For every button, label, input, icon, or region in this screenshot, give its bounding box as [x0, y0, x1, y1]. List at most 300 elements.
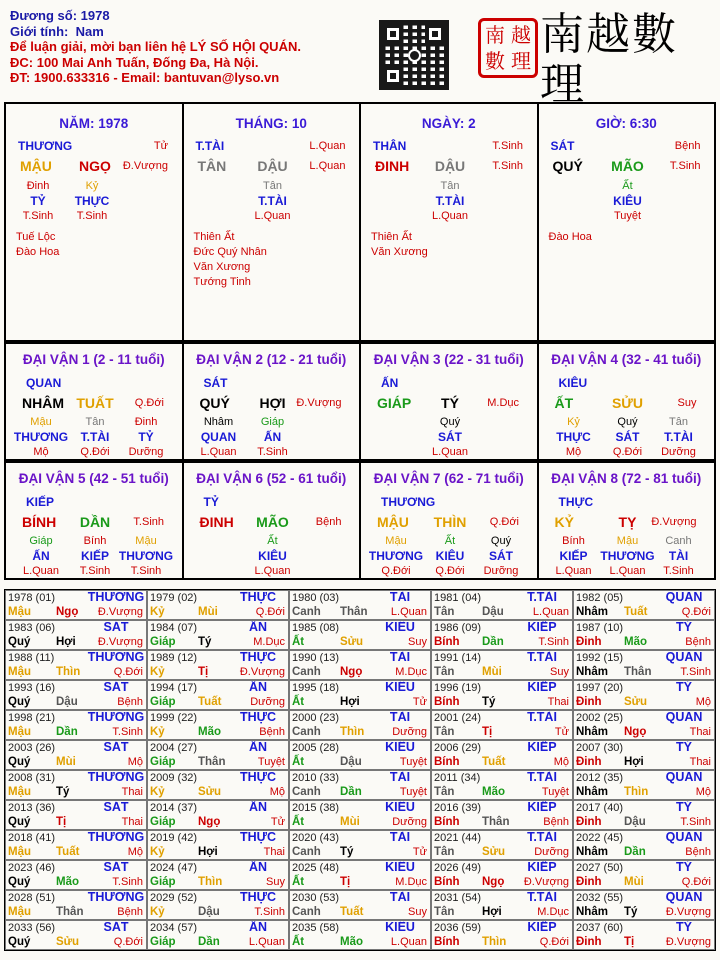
year-cell[interactable] [5, 860, 147, 890]
year-cell[interactable] [573, 590, 715, 620]
dai-van-can: KỶ [554, 514, 574, 530]
year-god: KIÊU [385, 740, 415, 754]
year-stage: Bệnh [685, 846, 711, 858]
year-chi: Dần [56, 726, 78, 738]
hidden-can: Đinh [134, 416, 158, 428]
year-cell[interactable] [147, 680, 289, 710]
year-stage: L.Quan [390, 606, 427, 618]
year-chi: Ngọ [624, 726, 647, 738]
year-cell[interactable] [147, 800, 289, 830]
year-chi: Thìn [198, 876, 223, 888]
hidden-god: KIẾP [80, 549, 110, 563]
year-can: Canh [292, 666, 321, 678]
year-label: 1985 (08) [292, 622, 340, 634]
year-stage: Đ.Vượng [239, 666, 285, 678]
dai-van-title: ĐẠI VẬN 4 (32 - 41 tuổi) [551, 352, 702, 367]
year-god: KIÊU [385, 920, 415, 934]
year-label: 2001 (24) [434, 712, 482, 724]
hidden-can: Ất [267, 535, 278, 547]
pillar-relation: T.Sinh [492, 160, 523, 172]
star-item: Văn Xương [371, 246, 428, 258]
hidden-god: KIẾP [559, 549, 588, 563]
year-chi: Dậu [482, 606, 504, 618]
year-god: QUAN [665, 770, 703, 784]
year-cell[interactable] [289, 680, 431, 710]
dai-van-god: KIÊU [558, 376, 588, 390]
hidden-god: SÁT [438, 430, 462, 444]
year-label: 2015 (38) [292, 802, 340, 814]
hidden-stage: L.Quan [200, 446, 237, 458]
pillar-can: QUÝ [552, 158, 583, 174]
year-cell[interactable] [289, 740, 431, 770]
hidden-stage: L.Quan [22, 565, 60, 577]
year-cell[interactable] [147, 590, 289, 620]
year-stage: T.Sinh [254, 906, 285, 918]
dai-van-chi: TUẤT [76, 395, 114, 411]
hidden-stage: T.Sinh [663, 565, 694, 577]
year-chi: Tị [624, 936, 635, 948]
year-chi: Thân [482, 816, 510, 828]
hidden-stage: Mộ [565, 446, 582, 458]
dai-van-chi: DẦN [79, 514, 111, 530]
year-label: 1982 (05) [576, 592, 624, 604]
year-god: SÁT [103, 620, 129, 634]
year-stage: Đ.Vượng [665, 906, 711, 918]
year-can: Giáp [150, 816, 176, 828]
year-can: Quý [8, 816, 31, 828]
hidden-god: ẤN [32, 549, 50, 563]
pillar-relation: L.Quan [309, 160, 346, 172]
dai-van-cell[interactable] [539, 463, 715, 578]
year-label: 2029 (52) [150, 892, 198, 904]
year-stage: Q.Đới [113, 936, 143, 948]
hidden-can: Canh [665, 535, 692, 547]
dai-van-row-2 [4, 461, 716, 580]
year-chi: Hợi [624, 756, 644, 768]
year-cell[interactable] [431, 680, 573, 710]
year-stage: Dưỡng [392, 726, 427, 738]
year-can: Giáp [150, 876, 176, 888]
year-god: ẤN [248, 680, 268, 694]
year-can: Đinh [576, 636, 602, 648]
hidden-god: THỰC [74, 194, 110, 208]
year-stage: L.Quan [532, 606, 569, 618]
pillar-stage: T.Sinh [492, 140, 523, 152]
year-god: TỶ [676, 620, 692, 634]
year-stage: Mộ [127, 846, 143, 858]
hidden-god: SÁT [615, 430, 640, 444]
year-can: Nhâm [576, 786, 608, 798]
year-cell[interactable] [289, 830, 431, 860]
year-god: KIẾP [527, 740, 557, 754]
hidden-stage: L.Quan [609, 565, 646, 577]
year-can: Mậu [8, 846, 31, 858]
year-god: T.TÀI [527, 590, 557, 604]
year-cell[interactable] [573, 620, 715, 650]
dai-van-chi: TỴ [618, 514, 637, 530]
year-god: T.TÀI [527, 650, 557, 664]
dai-van-cell[interactable] [184, 344, 362, 459]
year-can: Quý [8, 936, 31, 948]
year-cell[interactable] [147, 920, 289, 950]
hidden-god: THƯƠNG [368, 549, 424, 563]
pillar-column[interactable] [361, 104, 539, 340]
year-stage: Bệnh [117, 906, 143, 918]
year-cell[interactable] [5, 680, 147, 710]
hidden-stage: T.Sinh [257, 446, 288, 458]
dai-van-can: BÍNH [22, 514, 57, 530]
hidden-stage: T.Sinh [22, 210, 54, 222]
hidden-god: KIÊU [258, 549, 287, 563]
year-cell[interactable] [431, 770, 573, 800]
year-god: QUAN [665, 830, 703, 844]
year-stage: Tuyệt [399, 756, 427, 768]
qr-code[interactable] [379, 20, 449, 90]
year-stage: Q.Đới [113, 666, 143, 678]
qr-finder [425, 24, 445, 44]
year-can: Canh [292, 846, 321, 858]
year-god: ẤN [248, 620, 268, 634]
year-can: Giáp [150, 696, 176, 708]
year-label: 2020 (43) [292, 832, 340, 844]
year-cell[interactable] [5, 770, 147, 800]
hidden-god: TỶ [138, 430, 154, 444]
year-chi: Thân [198, 756, 226, 768]
year-label: 2033 (56) [8, 922, 56, 934]
year-chi: Ngọ [56, 606, 79, 618]
year-cell[interactable] [289, 620, 431, 650]
pillar-can: TÂN [197, 158, 227, 174]
year-cell[interactable] [5, 890, 147, 920]
star-item: Văn Xương [193, 261, 251, 273]
dai-van-god: SÁT [203, 376, 228, 390]
year-god: QUAN [665, 590, 703, 604]
year-label: 2036 (59) [434, 922, 482, 934]
year-god: THỰC [239, 590, 277, 604]
year-chi: Dần [198, 936, 220, 948]
year-cell[interactable] [5, 620, 147, 650]
year-cell[interactable] [5, 650, 147, 680]
year-stage: Mộ [695, 786, 711, 798]
year-can: Bính [434, 816, 460, 828]
dai-van-stage: M.Dục [487, 397, 519, 409]
year-cell[interactable] [431, 920, 573, 950]
year-god: THỰC [239, 710, 277, 724]
year-cell[interactable] [5, 590, 147, 620]
year-label: 1991 (14) [434, 652, 482, 664]
year-chi: Tị [482, 726, 493, 738]
year-label: 2027 (50) [576, 862, 624, 874]
dai-van-can: MẬU [377, 514, 409, 530]
year-god: SÁT [103, 800, 129, 814]
year-label: 1988 (11) [8, 652, 55, 664]
year-god: KIẾP [527, 620, 557, 634]
year-can: Kỷ [150, 666, 165, 678]
year-cell[interactable] [147, 710, 289, 740]
dai-van-title: ĐẠI VẬN 5 (42 - 51 tuổi) [18, 471, 169, 486]
year-cell[interactable] [573, 710, 715, 740]
year-cell[interactable] [147, 770, 289, 800]
dai-van-title: ĐẠI VẬN 7 (62 - 71 tuổi) [373, 471, 524, 486]
year-cell[interactable] [431, 650, 573, 680]
dai-van-row-1 [4, 342, 716, 461]
dai-van-cell[interactable] [184, 463, 362, 578]
year-cell[interactable] [573, 800, 715, 830]
year-cell[interactable] [289, 800, 431, 830]
year-cell[interactable] [431, 590, 573, 620]
year-cell[interactable] [289, 860, 431, 890]
year-chi: Hợi [198, 846, 218, 858]
year-chi: Ngọ [198, 816, 221, 828]
hidden-stage: L.Quan [431, 446, 469, 458]
star-item: Tuế Lộc [16, 231, 56, 243]
year-god: ẤN [248, 800, 268, 814]
year-stage: Bệnh [685, 636, 711, 648]
year-label: 1997 (20) [576, 682, 624, 694]
year-cell[interactable] [573, 770, 715, 800]
hidden-stage: Q.Đới [612, 446, 643, 458]
year-god: KIÊU [385, 620, 415, 634]
star-item: Đào Hoa [16, 246, 60, 258]
dai-van-cell[interactable] [6, 463, 184, 578]
hidden-can: Mậu [385, 535, 407, 547]
hidden-can: Quý [617, 416, 638, 428]
year-god: TÀI [389, 710, 411, 724]
pillar-stars [16, 230, 59, 260]
year-label: 1981 (04) [434, 592, 482, 604]
dai-van-cell[interactable] [6, 344, 184, 459]
year-cell[interactable] [289, 890, 431, 920]
year-cell[interactable] [147, 740, 289, 770]
year-label: 2031 (54) [434, 892, 482, 904]
year-god: TỶ [676, 920, 692, 934]
hidden-can: Nhâm [203, 416, 234, 428]
year-cell[interactable] [5, 710, 147, 740]
year-label: 2010 (33) [292, 772, 340, 784]
year-cell[interactable] [573, 860, 715, 890]
year-god: KIÊU [385, 680, 415, 694]
year-label: 2034 (57) [150, 922, 198, 934]
year-stage: Tuyệt [399, 786, 427, 798]
year-cell[interactable] [431, 860, 573, 890]
hidden-god: THƯƠNG [600, 549, 655, 563]
pillar-title: GIỜ: 6:30 [595, 116, 657, 131]
year-cell[interactable] [431, 710, 573, 740]
year-cell[interactable] [5, 740, 147, 770]
dai-van-title: ĐẠI VẬN 2 (12 - 21 tuổi) [196, 352, 347, 367]
year-god: KIẾP [527, 920, 557, 934]
year-label: 1986 (09) [434, 622, 482, 634]
year-god: KIẾP [527, 800, 557, 814]
hidden-god: KIÊU [435, 549, 465, 563]
year-label: 1994 (17) [150, 682, 198, 694]
year-cell[interactable] [431, 740, 573, 770]
gender-label: Giới tính: [10, 23, 69, 39]
year-stage: Bệnh [117, 696, 143, 708]
year-chi: Mão [198, 726, 221, 738]
year-cell[interactable] [573, 830, 715, 860]
hidden-stage: Q.Đới [381, 565, 411, 577]
year-label: 2022 (45) [576, 832, 624, 844]
qr-finder [383, 66, 403, 86]
year-cell[interactable] [573, 680, 715, 710]
pillar-column[interactable] [539, 104, 715, 340]
year-chi: Hợi [340, 696, 360, 708]
year-chi: Dậu [340, 756, 362, 768]
year-label: 2009 (32) [150, 772, 198, 784]
year-cell[interactable] [289, 770, 431, 800]
dai-van-cell[interactable] [539, 344, 715, 459]
dai-van-god: TỶ [203, 495, 219, 509]
year-cell[interactable] [573, 920, 715, 950]
dai-van-cell[interactable] [361, 463, 539, 578]
year-chi: Tuất [340, 906, 364, 918]
hidden-god: THƯƠNG [13, 430, 69, 444]
year-chi: Tị [340, 876, 351, 888]
year-can: Kỷ [150, 846, 165, 858]
year-god: QUAN [665, 650, 703, 664]
year-stage: Thai [263, 846, 285, 858]
year-label: 2018 (41) [8, 832, 56, 844]
hidden-stage: L.Quan [431, 210, 469, 222]
phone-email-line[interactable]: ĐT: 1900.633316 - Email: bantuvan@lyso.vn [10, 70, 280, 85]
brand-logo: 南越數理 [540, 9, 678, 110]
year-can: Canh [292, 726, 321, 738]
year-cell[interactable] [147, 830, 289, 860]
year-god: TÀI [389, 590, 411, 604]
year-label: 1987 (10) [576, 622, 624, 634]
dai-van-chi: TÝ [441, 395, 459, 411]
year-stage: Đ.Vượng [97, 636, 143, 648]
year-label: 1999 (22) [150, 712, 198, 724]
four-pillars [4, 102, 716, 342]
pillar-can: MẬU [20, 158, 52, 174]
year-stage: Tuyệt [257, 756, 285, 768]
year-label: 2002 (25) [576, 712, 624, 724]
pillar-god: THƯƠNG [18, 139, 73, 153]
hidden-can: Mậu [616, 535, 639, 547]
year-can: Tân [434, 666, 455, 678]
year-chi: Tị [56, 816, 67, 828]
year-cell[interactable] [431, 800, 573, 830]
year-chi: Mão [340, 936, 363, 948]
year-cell[interactable] [5, 800, 147, 830]
year-cell[interactable] [5, 920, 147, 950]
year-god: TỶ [676, 800, 692, 814]
hidden-stage: Q.Đới [435, 565, 465, 577]
year-stage: Thai [689, 756, 711, 768]
dai-van-cell[interactable] [361, 344, 539, 459]
year-can: Tân [434, 846, 455, 858]
year-cell[interactable] [147, 620, 289, 650]
year-cell[interactable] [147, 650, 289, 680]
year-label: 2019 (42) [150, 832, 198, 844]
year-cell[interactable] [289, 590, 431, 620]
pillar-stage: Bệnh [674, 140, 701, 152]
year-label: 1983 (06) [8, 622, 56, 634]
year-chi: Tý [340, 846, 354, 858]
pillar-column[interactable] [6, 104, 184, 340]
year-god: THƯƠNG [87, 650, 145, 664]
hidden-stage: T.Sinh [79, 565, 111, 577]
year-cell[interactable] [431, 890, 573, 920]
year-god: THƯƠNG [87, 890, 145, 904]
year-chi: Thìn [624, 786, 649, 798]
year-god: T.TÀI [527, 830, 557, 844]
pillar-column[interactable] [184, 104, 362, 340]
year-can: Canh [292, 606, 321, 618]
year-cell[interactable] [431, 620, 573, 650]
year-label: 2030 (53) [292, 892, 340, 904]
hidden-god: QUAN [200, 430, 237, 444]
year-stage: L.Quan [390, 936, 427, 948]
year-can: Ất [292, 756, 305, 768]
year-cell[interactable] [289, 650, 431, 680]
year-stage: Mộ [695, 696, 711, 708]
address-line: ĐC: 100 Mai Anh Tuấn, Đống Đa, Hà Nội. [10, 54, 259, 70]
year-chi: Tuất [198, 696, 222, 708]
hidden-god: T.TÀI [435, 194, 465, 208]
contact-line: Để luận giải, mời bạn liên hệ LÝ SỐ HỘI QUÁN. [10, 39, 301, 54]
year-cell[interactable] [431, 830, 573, 860]
dai-van-can: QUÝ [199, 395, 230, 411]
year-god: THƯƠNG [87, 590, 145, 604]
pillar-chi: DẬU [434, 158, 466, 174]
hidden-can: Tân [85, 416, 105, 428]
hidden-stage: L.Quan [254, 210, 291, 222]
year-can: Ất [292, 636, 305, 648]
dai-van-god: ẤN [381, 376, 399, 390]
year-god: KIẾP [527, 860, 557, 874]
year-stage: M.Dục [537, 906, 569, 918]
year-stage: Bệnh [259, 726, 285, 738]
year-label: 2006 (29) [434, 742, 482, 754]
year-chi: Tý [198, 636, 212, 648]
year-stage: Q.Đới [681, 876, 711, 888]
year-stage: Q.Đới [681, 606, 711, 618]
year-label: 1998 (21) [8, 712, 56, 724]
pillar-chi: DẬU [257, 158, 288, 174]
year-cell[interactable] [147, 890, 289, 920]
year-chi: Tý [624, 906, 638, 918]
year-cell[interactable] [573, 650, 715, 680]
year-chi: Thân [624, 666, 652, 678]
star-item: Đào Hoa [548, 231, 592, 243]
pillar-relation: Đ.Vượng [122, 160, 168, 172]
year-cell[interactable] [5, 830, 147, 860]
year-cell[interactable] [289, 920, 431, 950]
year-cell[interactable] [573, 740, 715, 770]
dai-van-stage: Đ.Vượng [651, 516, 697, 528]
dai-van-title: ĐẠI VẬN 8 (72 - 81 tuổi) [551, 471, 702, 486]
year-chi: Hợi [482, 906, 502, 918]
year-chi: Mùi [624, 876, 644, 888]
dai-van-god: THƯƠNG [381, 495, 436, 509]
year-cell[interactable] [147, 860, 289, 890]
year-stage: T.Sinh [680, 816, 711, 828]
year-label: 2003 (26) [8, 742, 56, 754]
dai-van-stage: T.Sinh [133, 516, 164, 528]
year-cell[interactable] [573, 890, 715, 920]
year-stage: Mộ [553, 756, 569, 768]
year-can: Đinh [576, 936, 602, 948]
year-stage: Dưỡng [392, 816, 427, 828]
dai-van-stage: Bệnh [315, 516, 342, 528]
year-god: TÀI [389, 770, 411, 784]
year-cell[interactable] [289, 710, 431, 740]
qr-logo [408, 49, 421, 62]
year-chi: Dần [624, 846, 646, 858]
